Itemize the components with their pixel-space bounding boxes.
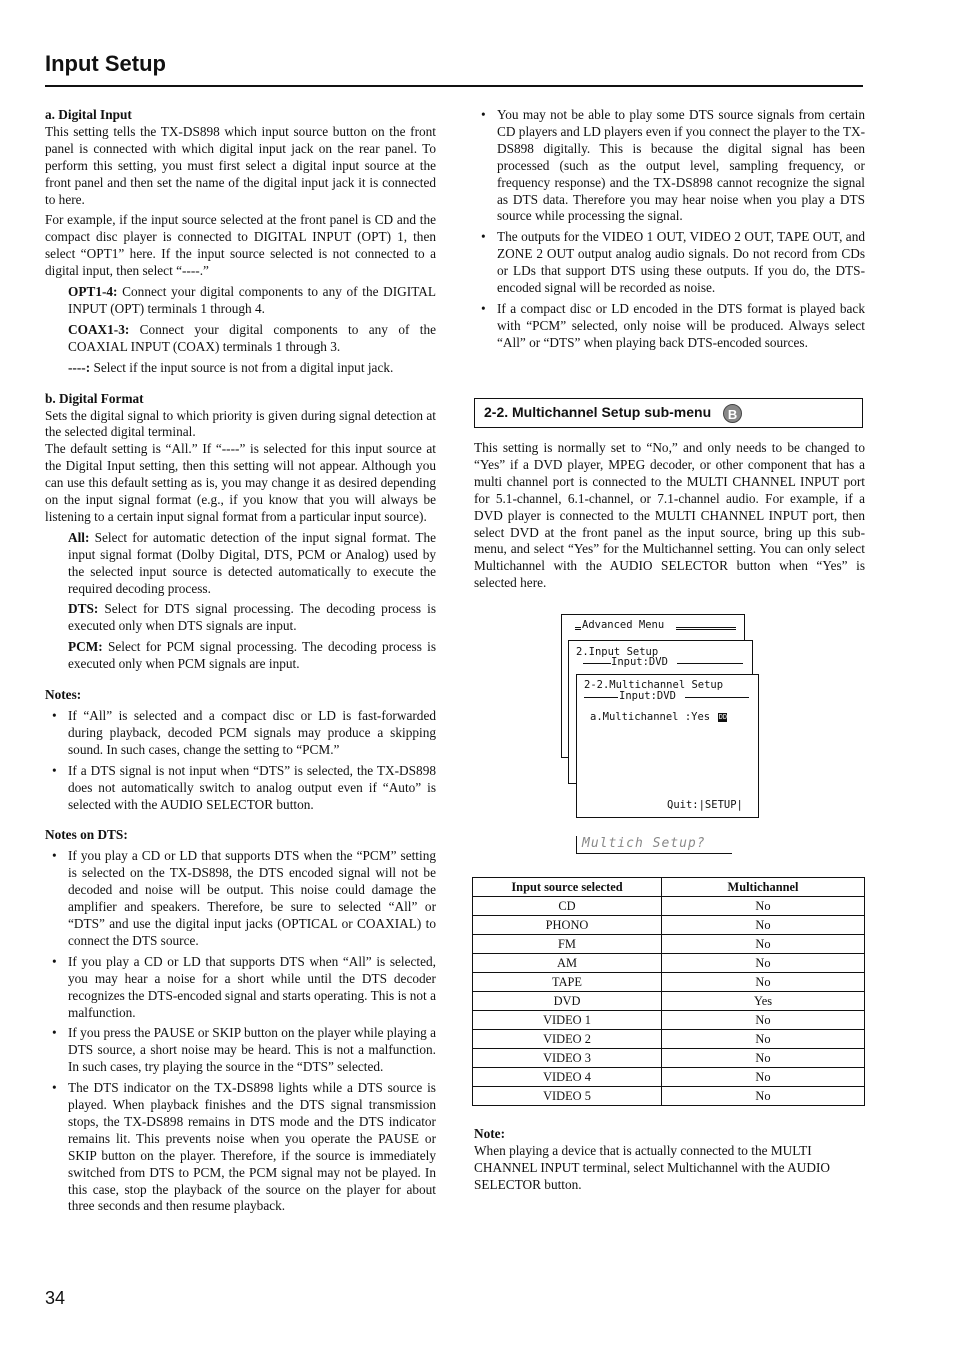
dts-term: DTS:	[68, 601, 99, 617]
all-term: All:	[68, 529, 90, 545]
none-term: ----:	[68, 359, 91, 375]
table-cell: No	[662, 954, 865, 973]
multichannel-intro: This setting is normally set to “No,” and only needs to be changed to “Yes” if a DVD player, MPEG decoder, or other component that has a multi channel port is connected to the MULTI CHANNEL INPUT port for 5.1-channel, 6.1-channel, or 7.1-channel audio. For example, if a DVD player is connected to the MULTI CHANNEL INPUT port, then select DVD at the front panel as the input source, bring up this sub-menu, and select “Yes” for the Multichannel setting. You can only select Multichannel with the AUDIO SELECTOR button when “Yes” is selected here.	[474, 440, 865, 591]
table-cell: TAPE	[473, 973, 662, 992]
osd-multichannel-window	[576, 674, 759, 818]
none-option	[68, 360, 436, 377]
list-item: • The outputs for the VIDEO 1 OUT, VIDEO 2 OUT, TAPE OUT, and ZONE 2 OUT output analog audio signals. Do not record from CDs or LDs that support DTS using these outputs. If you do, the DTS-encoded signal will be recorded as noise.	[474, 229, 865, 297]
table-cell: No	[662, 897, 865, 916]
table-cell: AM	[473, 954, 662, 973]
table-cell: No	[662, 1087, 865, 1106]
final-note-heading: Note:	[474, 1126, 506, 1141]
notes-list	[45, 708, 436, 813]
table-cell: VIDEO 4	[473, 1068, 662, 1087]
osd-option-text: a.Multichannel :Yes	[590, 711, 711, 723]
pcm-option	[68, 639, 436, 673]
osd-multichannel-title: 2-2.Multichannel Setup	[584, 679, 724, 691]
coax-option	[68, 322, 436, 356]
pcm-desc: Select for PCM signal processing. The decoding process is executed only when PCM signals are input.	[68, 639, 436, 672]
list-item: • If you play a CD or LD that supports DTS when “All” is selected, you may hear a noise for a short while until the DTS decoder recognizes the DTS-encoded signal and starts operating. This is not a malfunction.	[45, 954, 436, 1022]
table-cell: PHONO	[473, 916, 662, 935]
left-column	[45, 107, 436, 1219]
column-header-input: Input source selected	[473, 878, 662, 897]
osd-rule	[677, 663, 743, 664]
list-item: • If a compact disc or LD encoded in the DTS format is played back with “PCM” selected, only noise will be produced. Always select “All” or “DTS” when playing back DTS-encoded sources.	[474, 301, 865, 352]
notes-heading: Notes:	[45, 687, 82, 703]
list-item: • If a DTS signal is not input when “DTS” is selected, the TX-DS898 does not automatically switch to analog output even if “Auto” is selected with the AUDIO SELECTOR button.	[45, 763, 436, 814]
opt-option	[68, 284, 436, 318]
list-item: • If “All” is selected and a compact disc or LD is fast-forwarded during playback, decoded PCM signals may produce a skipping sound. In such cases, change the setting to “PCM.”	[45, 708, 436, 759]
coax-term: COAX1-3:	[68, 321, 130, 337]
notes-dts-heading: Notes on DTS:	[45, 827, 128, 843]
list-item: • The DTS indicator on the TX-DS898 lights while a DTS source is played. When playback finishes and the DTS signal transmission stops, the TX-DS898 remains in DTS mode and the DTS indicator remains lit. This prevents noise when you operate the PAUSE or SKIP button on the player. Therefore, if the source is immediately switched from DTS to PCM, the PCM signal may not be played. In this case, stop the playback of the source on the player for about three seconds and then resume playback.	[45, 1080, 436, 1215]
final-note-text: When playing a device that is actually connected to the MULTI CHANNEL INPUT terminal, select Multichannel with the AUDIO SELECTOR button.	[474, 1142, 830, 1192]
table-cell: VIDEO 5	[473, 1087, 662, 1106]
table-row	[473, 1068, 865, 1087]
table-cell: Yes	[662, 992, 865, 1011]
table-cell: VIDEO 2	[473, 1030, 662, 1049]
table-row	[473, 935, 865, 954]
table-cell: CD	[473, 897, 662, 916]
table-cell: No	[662, 973, 865, 992]
final-note	[474, 1126, 865, 1194]
digital-format-heading: b. Digital Format	[45, 390, 144, 406]
table-cell: No	[662, 1068, 865, 1087]
table-cell: No	[662, 1030, 865, 1049]
table-cell: FM	[473, 935, 662, 954]
table-row	[473, 1011, 865, 1030]
front-panel-display: Multich Setup?	[576, 836, 732, 854]
multichannel-table	[472, 877, 865, 1106]
osd-multichannel-option	[590, 711, 727, 723]
none-desc: Select if the input source is not from a digital input jack.	[90, 359, 394, 375]
digital-input-heading: a. Digital Input	[45, 107, 132, 122]
notes-dts-list	[45, 848, 436, 1215]
opt-term: OPT1-4:	[68, 284, 118, 300]
table-row	[473, 1030, 865, 1049]
title-rule	[45, 85, 863, 87]
list-item: • You may not be able to play some DTS source signals from certain CD players and LD players even if you connect the player to the TX-DS898 digitally. This is because the digital signal has been processed (such as the output level, sampling frequency, or frequency response) and the TX-DS898 cannot recognize the signal as DTS data. Therefore you may hear noise when you play a DTS source while processing the signal.	[474, 107, 865, 225]
all-desc: Select for automatic detection of the input signal format. The input signal format (Dolby Digital, DTS, PCM or Analog) used by the selected input source is detected automatically to execute the required decoding process.	[68, 529, 436, 596]
digital-input-para-1: This setting tells the TX-DS898 which input source button on the front panel is connected with which digital input jack on the rear panel. To perform this setting, you must first select a digital input source at the front panel and then set the name of the digital input jack it is connected to here.	[45, 123, 436, 207]
column-header-multichannel: Multichannel	[662, 878, 865, 897]
list-item: • If you play a CD or LD that supports DTS when the “PCM” setting is selected on the TX-DS898, the DTS encoded signal will not be decoded and noise will be output. This noise could damage the amplifier and speakers. Therefore, be sure to selected “All” or “DTS” and use the digital input jacks (OPTICAL or COAXIAL) to connect the DTS source.	[45, 848, 436, 949]
osd-rule	[685, 697, 749, 698]
right-column	[474, 107, 865, 356]
table-row	[473, 973, 865, 992]
table-cell: VIDEO 3	[473, 1049, 662, 1068]
osd-rule	[676, 627, 736, 630]
table-cell: No	[662, 1049, 865, 1068]
osd-rule	[575, 627, 581, 630]
page-title: Input Setup	[45, 51, 166, 76]
multichannel-section-heading	[474, 398, 863, 428]
osd-input-setup-sub: Input:DVD	[611, 656, 668, 668]
digital-input-para-2: For example, if the input source selected at the front panel is CD and the compact disc player is connected to DIGITAL INPUT (OPT) 1, then select “OPT1” here. If the input source selected is not connected to a digital input, then select “----.”	[45, 212, 436, 279]
osd-rule	[583, 663, 611, 664]
table-row	[473, 954, 865, 973]
multichannel-heading-text: 2-2. Multichannel Setup sub-menu	[484, 404, 712, 421]
dolby-digital-icon: DD	[718, 712, 728, 721]
pcm-term: PCM:	[68, 639, 103, 655]
opt-desc: Connect your digital components to any of the DIGITAL INPUT (OPT) terminals 1 through 4.	[68, 284, 436, 316]
table-cell: DVD	[473, 992, 662, 1011]
osd-multichannel-sub: Input:DVD	[619, 690, 676, 702]
dts-option	[68, 601, 436, 635]
table-cell: VIDEO 1	[473, 1011, 662, 1030]
osd-rule	[584, 697, 618, 698]
list-item: • If you press the PAUSE or SKIP button on the player while playing a DTS source, a short noise may be heard. This is not a malfunction. In such cases, try playing the source in the “DTS” selected.	[45, 1025, 436, 1076]
osd-input-setup-title: 2.Input Setup	[576, 646, 659, 658]
table-row	[473, 916, 865, 935]
table-row	[473, 1087, 865, 1106]
table-row	[473, 1049, 865, 1068]
dts-desc: Select for DTS signal processing. The decoding process is executed only when DTS signals are input.	[68, 601, 436, 634]
table-cell: No	[662, 1011, 865, 1030]
table-row	[473, 897, 865, 916]
coax-desc: Connect your digital components to any of the COAXIAL INPUT (COAX) terminals 1 through 3.	[68, 321, 436, 354]
digital-format-para-2: The default setting is “All.” If “----” is selected for this input source at the Digital Input setting, then this setting will not appear. Although you can use this default setting as is, you may change it as desired depending on the input signal format (e.g., if you know that you will always be listening to a certain input signal format from a particular input source).	[45, 441, 436, 524]
page-number: 34	[45, 1288, 66, 1308]
table-header-row	[473, 878, 865, 897]
all-option	[68, 530, 436, 598]
table-cell: No	[662, 916, 865, 935]
osd-quit-hint: Quit:|SETUP|	[667, 799, 743, 811]
b-badge-icon: B	[723, 404, 742, 423]
table-row	[473, 992, 865, 1011]
table-cell: No	[662, 935, 865, 954]
digital-format-para-1: Sets the digital signal to which priority is given during signal detection at the selected digital terminal.	[45, 407, 436, 440]
dts-bullets-continued	[474, 107, 865, 352]
osd-advanced-menu-title: Advanced Menu	[582, 619, 665, 631]
